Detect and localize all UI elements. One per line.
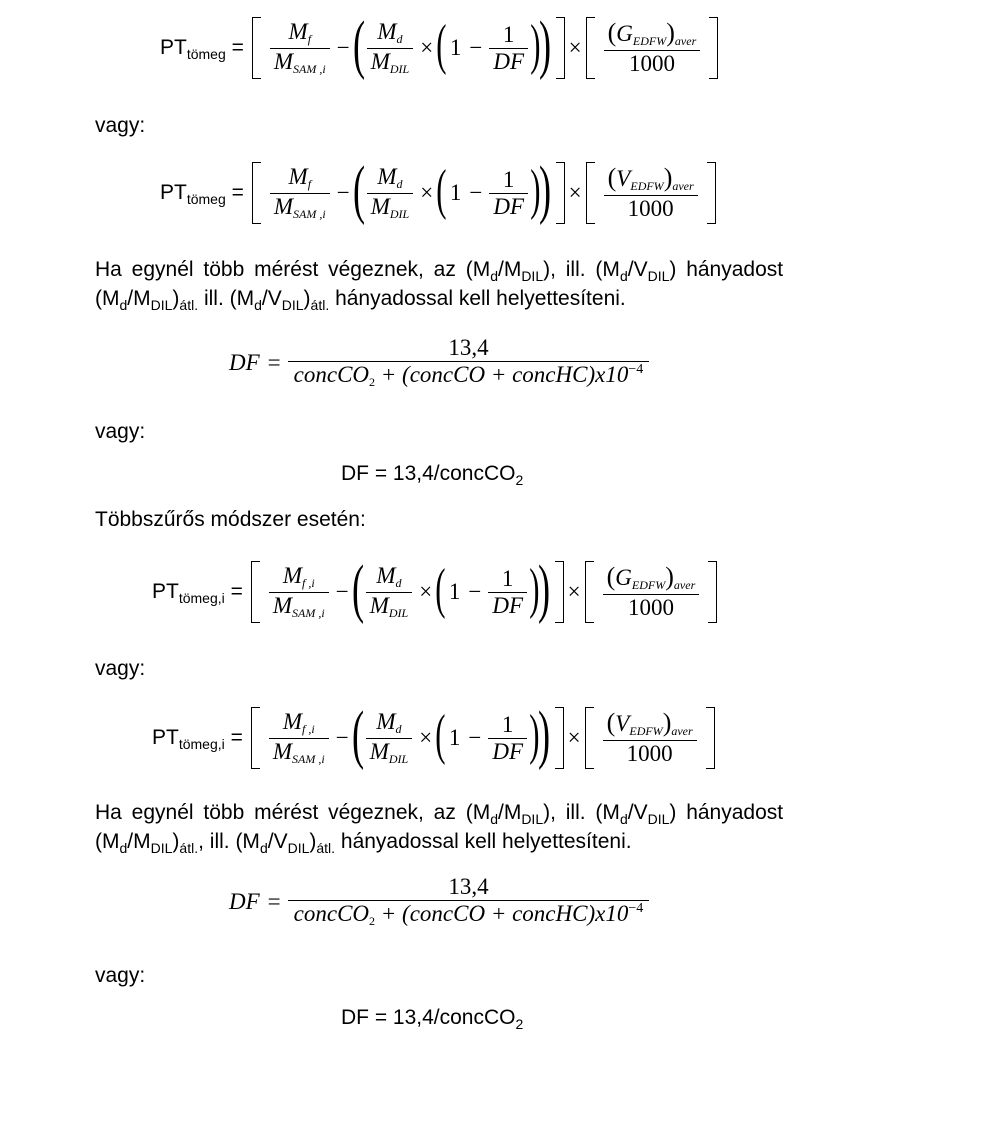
paragraph-average-1: Ha egynél több mérést végeznek, az $(M_d/M_{DIL})$, ill. $(M_d/V_{DIL})$ hányadost $(M_d/M_{DIL})_{átl.}$ ill. $(M_d/V_{DIL})_{átl.}$ hányadossal kell helyettesíteni. <box>95 258 784 313</box>
connector-text: vagy: <box>95 964 146 987</box>
fraction-mf-msam: $\frac{Mf}{\text{MSAM ,i}}$ <box>270 19 330 78</box>
equation-df-2: DF = $\frac{13,4}{concCO2 + (concCO + concHC)x10^{-4}}$ <box>225 869 652 935</box>
equation-df-1: DF = $\frac{13,4}{concCO2 + (concCO + concHC)x10^{-4}}$ <box>225 330 652 396</box>
equation-pt-mass-v: $PT_{tömeg}$ = $\frac{Mf}{\text{MSAM ,i}}$ − ( $\frac{Md}{\text{MDIL}}$ × ( 1 − $\frac{1}{DF}$ ) ) × $\frac{\text{(VEDFW)aver}}{1000}$ <box>160 155 716 231</box>
connector-text: vagy: <box>95 114 146 137</box>
equation-label: $PT_{tömeg}$ = <box>160 36 244 62</box>
equation-pt-mass-g: $PT_{tömeg}$ = $\frac{Mf}{\text{MSAM ,i}}$ − ( $\frac{Md}{\text{MDIL}}$ × ( 1 − $\frac{1}{DF}$ ) ) × $\frac{\text{(GEDFW)aver}}{1000}$ <box>160 10 718 86</box>
connector-text: vagy: <box>95 420 146 443</box>
equation-pt-mass-i-g: $PT_{tömeg,i}$ = $\frac{Mf ,i}{\text{MSAM ,i}}$ − ( $\frac{Md}{\text{MDIL}}$ × ( 1 − $\frac{1}{DF}$ ) ) × $\frac{\text{(GEDFW)aver}}{1000}$ <box>152 554 717 630</box>
connector-text: vagy: <box>95 657 146 680</box>
fraction-g-1000: $\frac{\text{(GEDFW)aver}}{1000}$ <box>604 20 701 77</box>
df-simple-1: DF = 13,4/concCO$_2$ <box>341 462 524 488</box>
fraction-v-1000: $\frac{\text{(VEDFW)aver}}{1000}$ <box>604 165 698 222</box>
fraction-md-mdil: $\frac{Md}{\text{MDIL}}$ <box>367 19 414 78</box>
equation-pt-mass-i-v: $PT_{tömeg,i}$ = $\frac{Mf ,i}{\text{MSAM ,i}}$ − ( $\frac{Md}{\text{MDIL}}$ × ( 1 − $\frac{1}{DF}$ ) ) × $\frac{\text{(VEDFW)aver}}{1000}$ <box>152 700 715 776</box>
multi-filter-heading: Többszűrős módszer esetén: <box>95 508 366 531</box>
df-simple-2: DF = 13,4/concCO$_2$ <box>341 1006 524 1032</box>
paragraph-average-2: Ha egynél több mérést végeznek, az $(M_d/M_{DIL})$, ill. $(M_d/V_{DIL})$ hányadost $(M_d/M_{DIL})_{átl.}$, ill. $(M_d/V_{DIL})_{átl.}$ hányadossal kell helyettesíteni. <box>95 801 784 856</box>
